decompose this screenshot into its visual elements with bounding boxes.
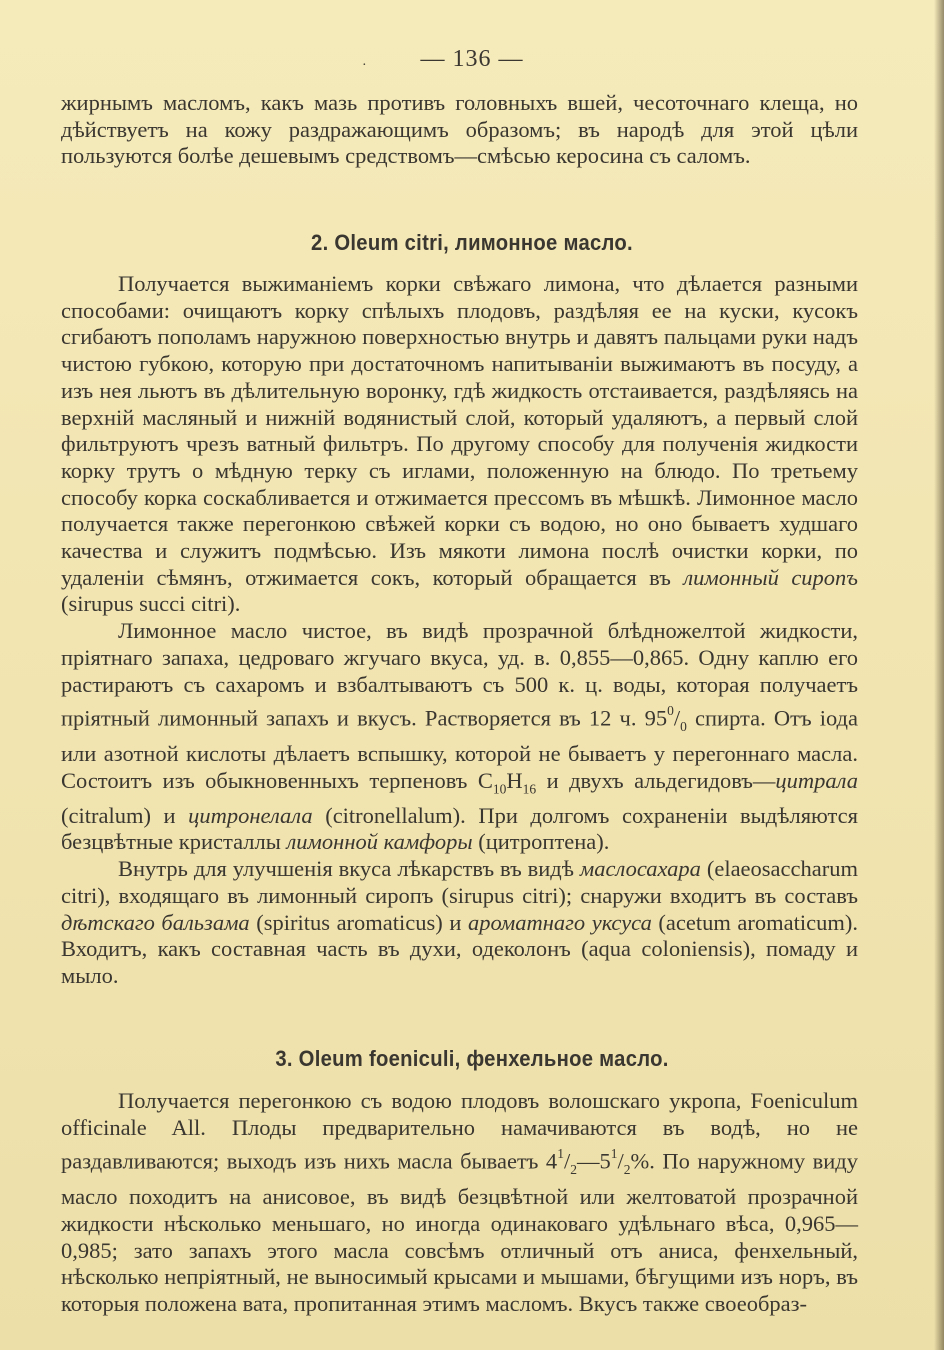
section-body-oleum-citri [61, 271, 858, 990]
page-dot-mark: · [362, 58, 367, 73]
page-edge-shadow [934, 0, 944, 1350]
italic-term: цитронелала [188, 802, 313, 828]
paragraph-foeniculi: Получается перегонкою съ водою плодовъ волошскаго укропа, Foeniculum officinale All. Плоды предварительно намачиваются въ водѣ, но не раздавливаются; выходъ изъ нихъ масла бываетъ $4^1/_2—5^1/_2\%$. По наружному виду масло походитъ на анисовое, въ видѣ безцвѣтной или желтоватой прозрачной жидкости нѣсколько меньшаго, но иногда одинаковаго удѣльнаго вѣса, 0,965—0,985; зато запахъ этого масла совсѣмъ отличный отъ аниса, фенхельный, нѣсколько непріятный, не выносимый крысами и мышами, бѣгущими изъ норъ, въ которыя положена вата, пропитанная этимъ масломъ. Вкусъ также своеобраз- [61, 1088, 859, 1316]
italic-term: ароматнаго уксуса [467, 909, 652, 935]
paragraph-properties: Лимонное масло чистое, въ видѣ прозрачной блѣдножелтой жидкости, пріятнаго запаха, цедроваго жгучаго вкуса, уд. в. 0,855—0,865. Одну каплю его растираютъ съ сахаромъ и взбалтываютъ съ 500 к. ц. воды, которая получаетъ пріятный лимонный запахъ и вкусъ. Растворяется въ 12 ч. $95^0/_0$ спирта. Отъ іода или азотной кислоты дѣлаетъ вспышку, которой не бываетъ у перегоннаго масла. Состоитъ изъ обыкновенныхъ терпеновъ $C_{10}H_{16}$ и двухъ альдегидовъ—цитрала (citralum) и цитронелала (citronellalum). При долгомъ сохраненіи выдѣляются безцвѣтные кристаллы лимонной камфоры (цитроптена). [61, 618, 858, 855]
top-paragraph [61, 90, 858, 170]
paragraph-preparation: Получается выжиманіемъ корки свѣжаго лимона, что дѣлается разными способами: очищаютъ корку спѣлыхъ плодовъ, раздѣляя ее на куски, кусокъ сгибаютъ пополамъ наружною поверхностью внутрь и давятъ пальцами руки надъ чистою губкою, которую при достаточномъ напитываніи выжимаютъ въ посуду, а изъ нея льютъ въ дѣлительную воронку, гдѣ жидкость отстаивается, раздѣляясь на верхній масляный и нижній водянистый слой, который удаляютъ, а первый слой фильтруютъ чрезъ ватный фильтръ. По другому способу для полученія жидкости корку трутъ о мѣдную терку съ иглами, положенную на блюдо. По третьему способу корка соскабливается и отжимается пpессомъ въ мѣшкѣ. Лимонное масло получается также перегонкою свѣжей корки съ водою, но оно бываетъ худшаго качества и служитъ подмѣсью. Изъ мякоти лимона послѣ очистки корки, по удаленіи сѣмянъ, отжимается сокъ, который обращается въ лимонный сиропъ (sirupus succi citri). [61, 271, 858, 617]
section-heading-oleum-citri: 2. Oleum citri, лимонное масло. [311, 230, 633, 255]
paragraph-usage: Внутрь для улучшенія вкуса лѣкарствъ въ видѣ маслосахара (elaeosaccharum citri), входящаго въ лимонный сиропъ (sirupus citri); снаружи входитъ въ составъ дѣтскаго бальзама (spiritus aromaticus) и ароматнаго уксуса (acetum aromaticum). Входитъ, какъ составная часть въ духи, одеколонъ (aqua coloniensis), помаду и мыло. [61, 856, 859, 988]
italic-term: дѣтскаго бальзама [61, 909, 250, 935]
italic-term: цитрала [775, 767, 858, 793]
section-body-oleum-foeniculi [61, 1088, 858, 1318]
page-number: — 136 — [420, 46, 524, 72]
section-heading-oleum-foeniculi: 3. Oleum foeniculi, фенхельное масло. [275, 1046, 669, 1071]
italic-term: лимонный сиропъ [683, 564, 858, 590]
italic-term: маслосахара [579, 856, 701, 882]
italic-term: лимонной камфоры [286, 829, 473, 855]
paragraph-continuation: жирнымъ масломъ, какъ мазь противъ головныхъ вшей, чесоточнаго клеща, но дѣйствуетъ на кожу раздражающимъ образомъ; въ народѣ для этой цѣли пользуются болѣе дешевымъ средствомъ—смѣсью керосина съ саломъ. [61, 90, 858, 169]
